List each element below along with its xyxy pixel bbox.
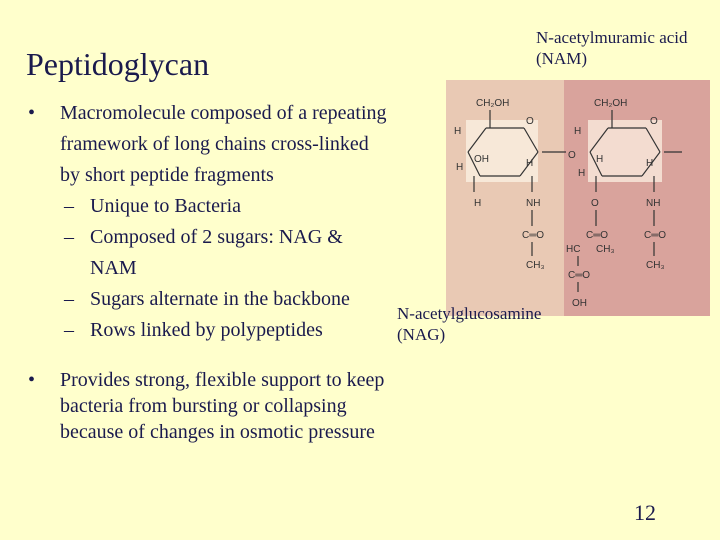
nam-h-top: H: [574, 126, 582, 137]
nag-label-line: (NAG): [397, 325, 446, 344]
nam-label-line: (NAM): [536, 49, 587, 68]
nag-label-line: N-acetylglucosamine: [397, 304, 542, 323]
bullet-line: because of changes in osmotic pressure: [60, 421, 375, 443]
nam-c-o2: C═O: [586, 230, 609, 241]
sub-bullet-line: NAM: [90, 257, 137, 279]
nam-h-lower: H: [578, 168, 586, 179]
bullet-marker: •: [28, 369, 36, 391]
nag-nh: NH: [526, 198, 541, 209]
sub-bullet-marker: –: [64, 195, 74, 217]
nag-c-o: C═O: [522, 230, 545, 241]
nam-label: [536, 27, 688, 69]
sub-bullet-item: [28, 191, 448, 222]
nam-c-o-acid: C═O: [568, 270, 591, 281]
nag-ring-highlight: [466, 120, 538, 182]
bullet-marker: •: [28, 102, 36, 124]
sub-bullet-item: [28, 284, 448, 315]
sub-bullet-marker: –: [64, 288, 74, 310]
sub-bullet-line: Sugars alternate in the backbone: [90, 288, 350, 310]
nam-h-mid: H: [596, 154, 604, 165]
sub-bullet-line: Rows linked by polypeptides: [90, 319, 323, 341]
nam-ch2oh: CH₂OH: [594, 98, 628, 109]
nam-o-ether: O: [591, 198, 599, 209]
nam-c-o: C═O: [644, 230, 667, 241]
slide-title: Peptidoglycan: [26, 46, 210, 82]
nam-ch3: CH₃: [646, 260, 665, 271]
nam-label-line: N-acetylmuramic acid: [536, 28, 688, 47]
peptidoglycan-structure-figure: [446, 80, 710, 316]
nag-h-bottom: H: [474, 198, 482, 209]
bullet-line: framework of long chains cross-linked: [60, 133, 369, 155]
nam-hc: HC: [566, 244, 581, 255]
bullet-item: [28, 367, 468, 445]
bullet-list-2: [28, 367, 468, 445]
bullet-line: Provides strong, flexible support to keep: [60, 369, 385, 391]
nam-oh: OH: [572, 298, 587, 309]
nag-oh: OH: [474, 154, 489, 165]
sub-bullet-marker: –: [64, 226, 74, 248]
bullet-line: Macromolecule composed of a repeating: [60, 102, 387, 124]
sub-bullet-line: Composed of 2 sugars: NAG &: [90, 226, 343, 248]
nag-o-ring: O: [526, 116, 534, 127]
sub-bullet-item: [28, 315, 448, 346]
page-number: 12: [634, 500, 656, 525]
bullet-list: [28, 98, 448, 346]
nam-o-link: O: [568, 150, 576, 161]
nag-h-right: H: [526, 158, 534, 169]
bullet-item: [28, 98, 448, 191]
sub-bullet-line: Unique to Bacteria: [90, 195, 242, 217]
nag-h-top: H: [454, 126, 462, 137]
sub-bullet-marker: –: [64, 319, 74, 341]
nag-label: [397, 303, 541, 345]
nag-ch2oh: CH₂OH: [476, 98, 510, 109]
nam-nh: NH: [646, 198, 661, 209]
nam-ring-highlight: [588, 120, 662, 182]
sub-bullet-item: [28, 222, 448, 284]
bullet-line: by short peptide fragments: [60, 164, 274, 186]
nag-ch3: CH₃: [526, 260, 545, 271]
nam-o-ring: O: [650, 116, 658, 127]
nam-h-right: H: [646, 158, 654, 169]
nag-h-lower: H: [456, 162, 464, 173]
bullet-line: bacteria from bursting or collapsing: [60, 395, 347, 417]
nam-ch3-branch: CH₃: [596, 244, 615, 255]
